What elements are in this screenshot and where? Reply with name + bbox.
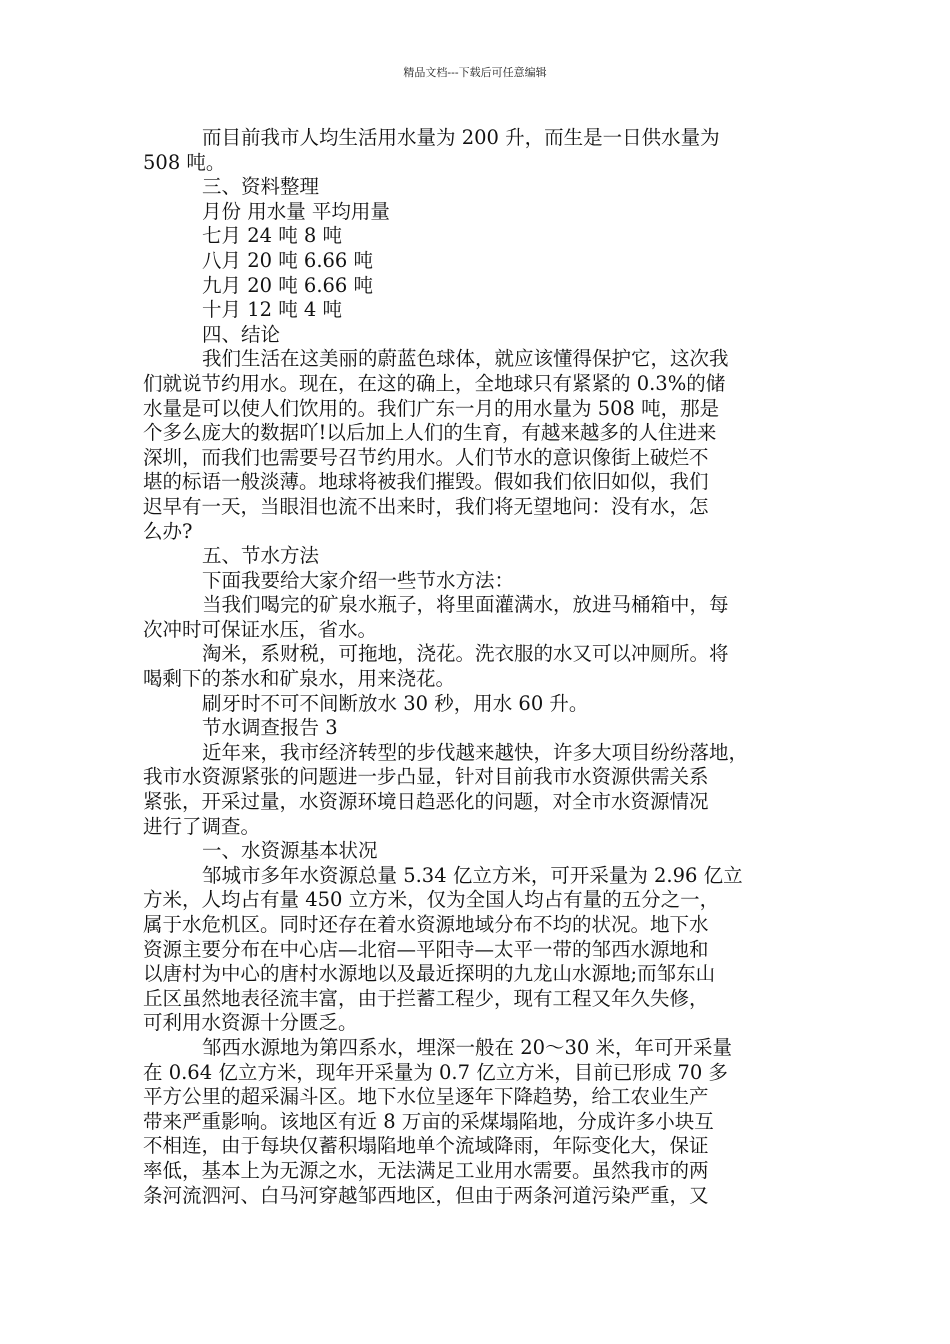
text-line: 邹西水源地为第四系水，埋深一般在 20～30 米，年可开采量: [202, 1035, 733, 1059]
text-line: 方米，人均占有量 450 立方米，仅为全国人均占有量的五分之一，: [143, 888, 720, 912]
text-line: 而目前我市人均生活用水量为 200 升，而生是一日供水量为: [202, 126, 720, 149]
text-line: 可利用水资源十分匮乏。: [143, 1011, 358, 1035]
text-line: 月份 用水量 平均用量: [202, 199, 390, 223]
text-line: 资源主要分布在中心店—北宿—平阳寺—太平一带的邹西水源地和: [143, 937, 709, 961]
text-line: 次冲时可保证水压，省水。: [143, 617, 378, 641]
text-line: 们就说节约用水。现在，在这的确上，全地球只有紧紧的 0.3%的储: [143, 371, 726, 395]
text-line: 三、资料整理: [202, 175, 320, 199]
text-line: 条河流泗河、白马河穿越邹西地区，但由于两条河道污染严重，又: [143, 1183, 709, 1207]
text-line: 508 吨。: [143, 150, 226, 174]
text-line: 当我们喝完的矿泉水瓶子，将里面灌满水，放进马桶箱中，每: [202, 593, 729, 617]
text-line: 丘区虽然地表径流丰富，由于拦蓄工程少，现有工程又年久失修，: [143, 986, 709, 1010]
text-line: 八月 20 吨 6.66 吨: [202, 248, 374, 272]
text-line: 五、节水方法: [202, 544, 320, 568]
text-line: 刷牙时不可不间断放水 30 秒，用水 60 升。: [202, 691, 589, 715]
text-line: 率低，基本上为无源之水，无法满足工业用水需要。虽然我市的两: [143, 1158, 709, 1182]
text-line: 么办?: [143, 519, 193, 543]
text-line: 九月 20 吨 6.66 吨: [202, 273, 374, 297]
text-line: 七月 24 吨 8 吨: [202, 224, 343, 248]
text-line: 四、结论: [202, 322, 281, 346]
text-line: 个多么庞大的数据吖!以后加上人们的生育，有越来越多的人住进来: [143, 421, 717, 445]
text-line: 水量是可以使人们饮用的。我们广东一月的用水量为 508 吨，那是: [143, 396, 720, 420]
text-line: 我市水资源紧张的问题进一步凸显，针对目前我市水资源供需关系: [143, 765, 709, 789]
text-line: 节水调查报告 3: [202, 716, 338, 740]
text-line: 以唐村为中心的唐村水源地以及最近探明的九龙山水源地;而邹东山: [143, 962, 716, 986]
text-line: 迟早有一天，当眼泪也流不出来时，我们将无望地问：没有水，怎: [143, 494, 709, 518]
text-line: 紧张，开采过量，水资源环境日趋恶化的问题，对全市水资源情况: [143, 790, 709, 814]
text-line: 堪的标语一般淡薄。地球将被我们摧毁。假如我们依旧如似，我们: [143, 470, 709, 494]
text-line: 下面我要给大家介绍一些节水方法：: [202, 568, 515, 592]
text-line: 近年来，我市经济转型的步伐越来越快，许多大项目纷纷落地，: [202, 740, 749, 764]
text-line: 喝剩下的茶水和矿泉水，用来浇花。: [143, 667, 456, 691]
text-line: 我们生活在这美丽的蔚蓝色球体，就应该懂得保护它，这次我: [202, 347, 729, 371]
text-line: 在 0.64 亿立方米，现年开采量为 0.7 亿立方米，目前已形成 70 多: [143, 1060, 728, 1084]
text-line: 一、水资源基本状况: [202, 839, 378, 863]
text-line: 带来严重影响。该地区有近 8 万亩的采煤塌陷地，分成许多小块互: [143, 1109, 714, 1133]
text-line: 不相连，由于每块仅蓄积塌陷地单个流域降雨，年际变化大，保证: [143, 1134, 709, 1158]
text-line: 邹城市多年水资源总量 5.34 亿立方米，可开采量为 2.96 亿立: [202, 863, 743, 887]
text-line: 属于水危机区。同时还存在着水资源地域分布不均的状况。地下水: [143, 913, 709, 936]
text-line: 十月 12 吨 4 吨: [202, 298, 343, 322]
page-header: 精品文档---下载后可任意编辑: [403, 66, 547, 79]
text-line: 淘米，系财税，可拖地，浇花。洗衣服的水又可以冲厕所。将: [202, 642, 729, 666]
text-line: 平方公里的超采漏斗区。地下水位呈逐年下降趋势，给工农业生产: [143, 1085, 709, 1109]
text-line: 进行了调查。: [143, 814, 261, 838]
text-line: 深圳，而我们也需要号召节约用水。人们节水的意识像街上破烂不: [143, 445, 709, 469]
document-body: [143, 126, 813, 1208]
